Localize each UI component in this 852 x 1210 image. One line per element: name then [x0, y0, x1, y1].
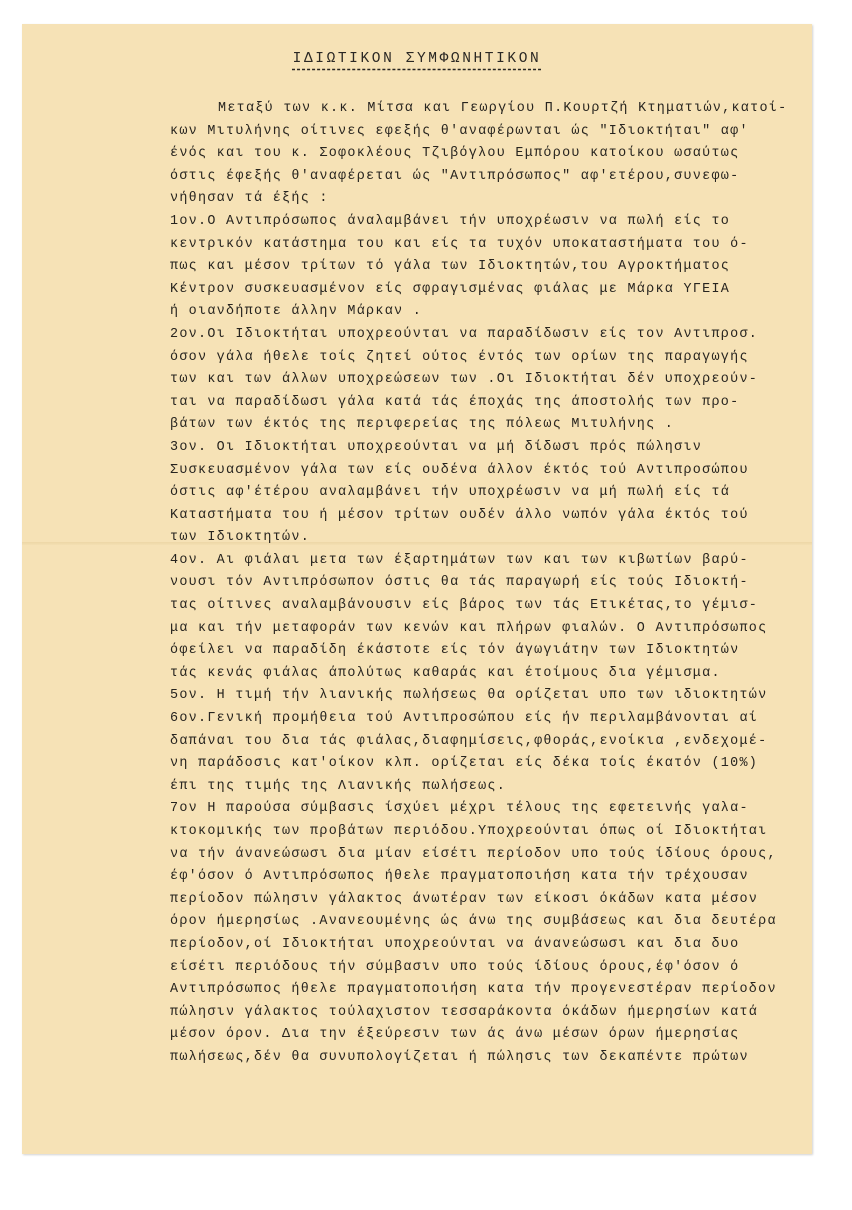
document-line: είσέτι περιόδους τήν σύμβασιν υπο τούς ίδίους όρους,έφ'όσον ό: [170, 959, 740, 975]
document-line: βάτων των έκτός της περιφερείας της πόλεως Μιτυλήνης .: [170, 417, 675, 433]
document-line: 3ον. Οι Ιδιοκτήται υποχρεούνται να μή δίδωσι πρός πώλησιν: [170, 439, 703, 455]
document-line: των και των άλλων υποχρεώσεων των .Οι Ιδιοκτήται δέν υποχρεούν-: [170, 372, 759, 388]
document-title-text: ΙΔΙΩΤΙΚΟΝ ΣΥΜΦΩΝΗΤΙΚΟΝ: [292, 51, 542, 67]
document-line: νήθησαν τά έξής :: [170, 191, 329, 207]
document-line: όσον γάλα ήθελε τοίς ζητεί ούτος έντός των ορίων της παραγωγής: [170, 349, 749, 365]
document-line: πωλήσεως,δέν θα συνυπολογίζεται ή πώλησις των δεκαπέντε πρώτων: [170, 1049, 749, 1065]
document-line: πώλησιν γάλακτος τούλαχιστον τεσσαράκοντα όκάδων ήμερησίων κατά: [170, 1004, 759, 1020]
document-body: [170, 98, 812, 1070]
document-page: [22, 24, 812, 1154]
document-line: των Ιδιοκτητών.: [170, 530, 311, 546]
document-line: 4ον. Αι φιάλαι μετα των έξαρτημάτων των και των κιβωτίων βαρύ-: [170, 552, 749, 568]
document-line: περίοδον πώλησιν γάλακτος άνωτέραν των είκοσι όκάδων κατα μέσον: [170, 891, 759, 907]
document-line: 5ον. Η τιμή τήν λιανικής πωλήσεως θα ορίζεται υπο των ιδιοκτητών: [170, 688, 768, 704]
document-line: ή οιανδήποτε άλλην Μάρκαν .: [170, 304, 423, 320]
document-line: τάς κενάς φιάλας άπολύτως καθαράς και έτοίμους δια γέμισμα.: [170, 665, 721, 681]
document-line: 7ον Η παρούσα σύμβασις ίσχύει μέχρι τέλους της εφετεινής γαλα-: [170, 801, 749, 817]
document-line: έφ'όσον ό Αντιπρόσωπος ήθελε πραγματοποιήση κατα τήν τρέχουσαν: [170, 869, 749, 885]
document-line: κτοκομικής των προβάτων περιόδου.Υποχρεούνται όπως οί Ιδιοκτήται: [170, 824, 768, 839]
document-line: μα και τήν μεταφοράν των κενών και πλήρων φιαλών. Ο Αντιπρόσωπος: [170, 620, 768, 636]
document-line: ται να παραδίδωσι γάλα κατά τάς έποχάς της άποστολής των προ-: [170, 394, 740, 410]
document-line: δαπάναι του δια τάς φιάλας,διαφημίσεις,φθοράς,ενοίκια ,ενδεχομέ-: [170, 733, 768, 749]
document-line: πως και μέσον τρίτων τό γάλα των Ιδιοκτητών,του Αγροκτήματος: [170, 259, 731, 275]
document-line: όρον ήμερησίως .Ανανεουμένης ώς άνω της συμβάσεως και δια δευτέρα: [170, 914, 777, 930]
document-line: να τήν άνανεώσωσι δια μίαν είσέτι περίοδον υπο τούς ίδίους όρους,: [170, 846, 777, 862]
document-line: κεντρικόν κατάστημα του και είς τα τυχόν υποκαταστήματα του ό-: [170, 236, 749, 252]
document-line: 2ον.Οι Ιδιοκτήται υποχρεούνται να παραδίδωσιν είς τον Αντιπροσ.: [170, 326, 759, 342]
document-line: ένός και του κ. Σοφοκλέους Τζιβόγλου Εμπόρου κατοίκου ωσαύτως: [170, 146, 740, 162]
document-line: μέσον όρον. Δια την έξεύρεσιν των άς άνω μέσων όρων ήμερησίας: [170, 1027, 740, 1043]
document-line: κων Μιτυλήνης οίτινες εφεξής θ'αναφέρωνται ώς "Ιδιοκτήται" αφ': [170, 123, 749, 139]
document-line: Μεταξύ των κ.κ. Μίτσα και Γεωργίου Π.Κουρτζή Κτηματιών,κατοί-: [218, 101, 788, 116]
document-line: Κέντρον συσκευασμένον είς σφραγισμένας φιάλας με Μάρκα ΥΓΕΙΑ: [170, 281, 731, 297]
document-line: νη παράδοσις κατ'οίκον κλπ. ορίζεται είς δέκα τοίς έκατόν (10%): [170, 756, 759, 772]
document-line: όφείλει να παραδίδη έκάστοτε είς τόν άγωγιάτην των Ιδιοκτητών: [170, 643, 740, 659]
document-line: έπι της τιμής της Λιανικής πωλήσεως.: [170, 778, 507, 794]
document-line: Συσκευασμένον γάλα των είς ουδένα άλλον έκτός τού Αντιπροσώπου: [170, 462, 749, 478]
document-line: νουσι τόν Αντιπρόσωπον όστις θα τάς παραγωρή είς τούς Ιδιοκτή-: [170, 575, 749, 591]
document-title: [22, 51, 812, 67]
document-line: Αντιπρόσωπος ήθελε πραγματοποιήση κατα τήν προγενεστέραν περίοδον: [170, 982, 777, 998]
document-line: Καταστήματα του ή μέσον τρίτων ουδέν άλλο νωπόν γάλα έκτός τού: [170, 507, 749, 523]
document-line: 1ον.Ο Αντιπρόσωπος άναλαμβάνει τήν υποχρέωσιν να πωλή είς το: [170, 213, 731, 229]
document-line: όστις έφεξής θ'αναφέρεται ώς "Αντιπρόσωπος" αφ'ετέρου,συνεφω-: [170, 168, 740, 184]
document-line: τας οίτινες αναλαμβάνουσιν είς βάρος των τάς Ετικέτας,το γέμισ-: [170, 598, 759, 614]
document-line: όστις αφ'έτέρου αναλαμβάνει τήν υποχρέωσιν να μή πωλή είς τά: [170, 485, 731, 501]
document-line: περίοδον,οί Ιδιοκτήται υποχρεούνται να άνανεώσωσι και δια δυο: [170, 936, 740, 952]
document-line: 6ον.Γενική προμήθεια τού Αντιπροσώπου είς ήν περιλαμβάνονται αί: [170, 711, 759, 727]
